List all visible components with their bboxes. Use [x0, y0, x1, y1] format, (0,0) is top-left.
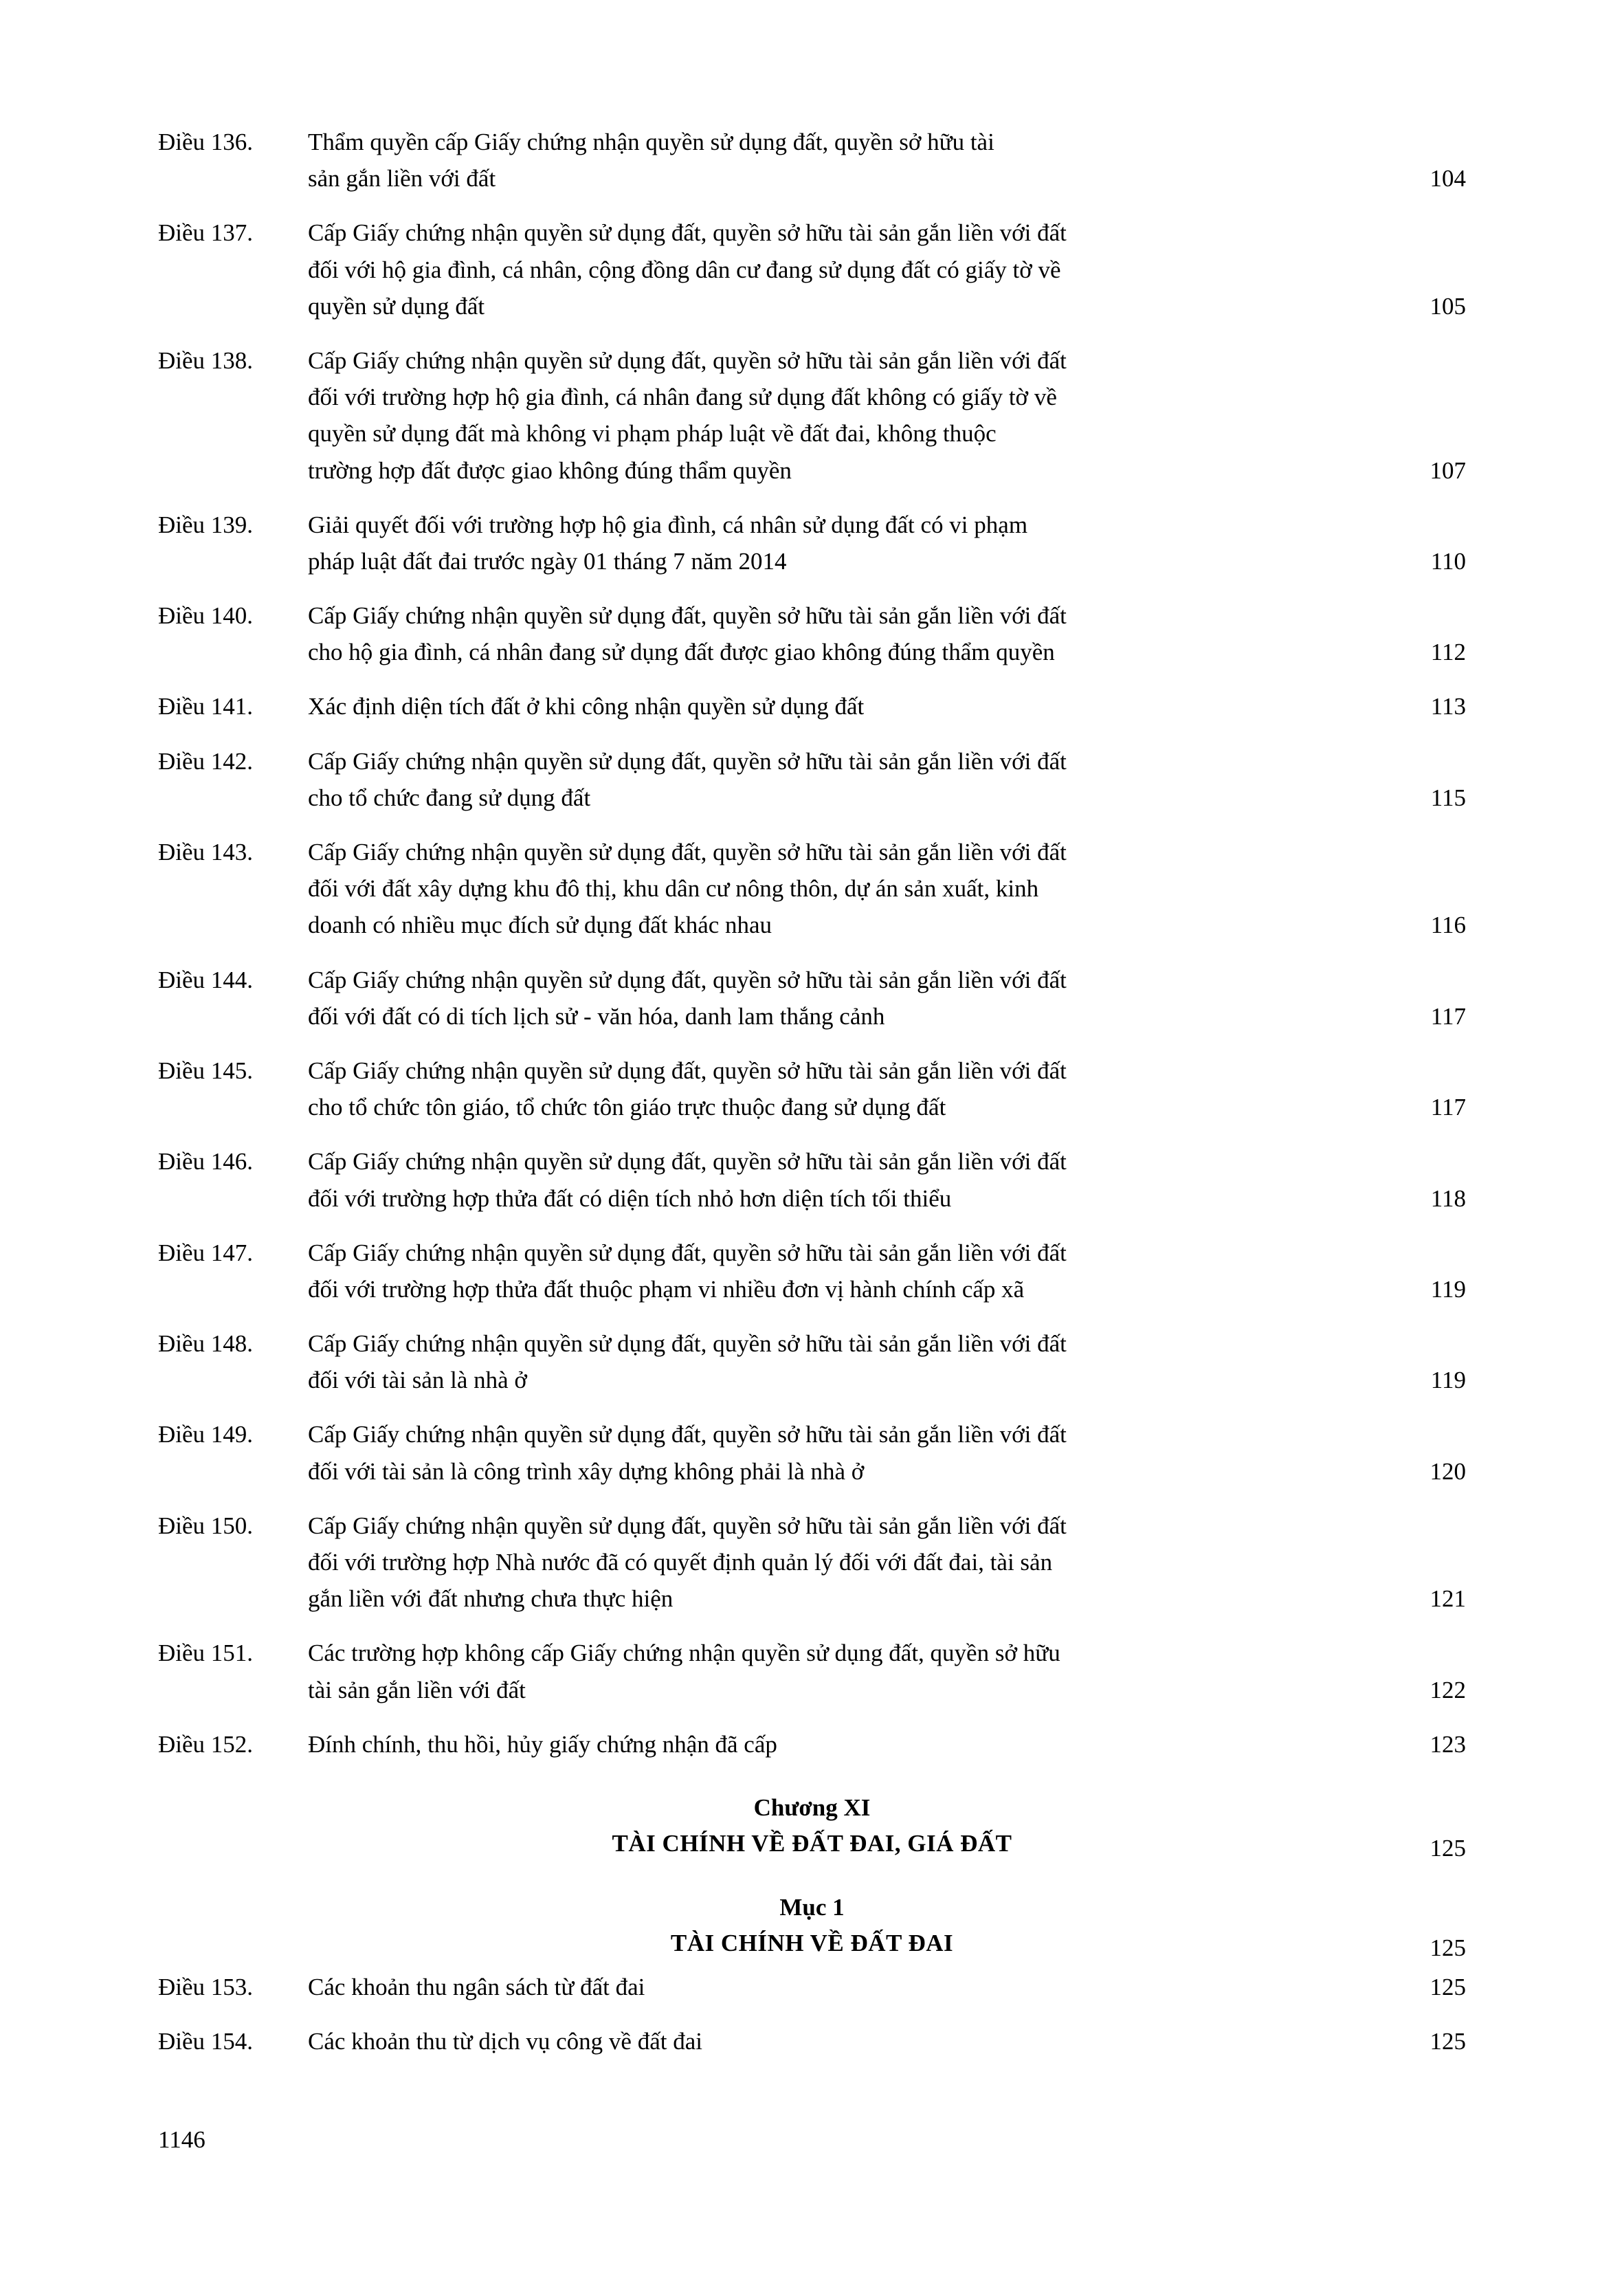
toc-entry-line: Cấp Giấy chứng nhận quyền sử dụng đất, quyền sở hữu tài sản gắn liền với đất [308, 1421, 1067, 1448]
toc-entry-line: Giải quyết đối với trường hợp hộ gia đình, cá nhân sử dụng đất có vi phạm [308, 511, 1028, 538]
toc-page-number: 105 [1430, 292, 1466, 320]
toc-entry-title [308, 1969, 1466, 2005]
toc-entry-line: cho hộ gia đình, cá nhân đang sử dụng đất được giao không đúng thẩm quyền [308, 639, 1055, 666]
toc-entry-label: Điều 149. [158, 1421, 254, 1448]
toc-entry-line: Xác định diện tích đất ở khi công nhận quyền sử dụng đất [308, 693, 865, 720]
toc-entry-title [308, 124, 1466, 197]
chapter-heading [158, 1790, 1466, 1862]
toc-entry-label: Điều 153. [158, 1973, 254, 2000]
toc-entry[interactable] [158, 1143, 1466, 1216]
toc-page-number: 104 [1430, 165, 1466, 192]
toc-page-number: 119 [1430, 1275, 1466, 1303]
toc-page-number: 125 [1430, 1934, 1466, 1961]
toc-entry-title [308, 597, 1466, 670]
toc-entry-line: đối với trường hợp Nhà nước đã có quyết định quản lý đối với đất đai, tài sản [308, 1549, 1053, 1576]
toc-page-number: 115 [1430, 784, 1466, 811]
toc-entry-title [308, 743, 1466, 816]
toc-page-number: 118 [1430, 1184, 1466, 1212]
toc-page-number: 125 [1430, 2028, 1466, 2055]
toc-entry-line: cho tổ chức tôn giáo, tổ chức tôn giáo trực thuộc đang sử dụng đất [308, 1094, 946, 1121]
toc-entry-line: Cấp Giấy chứng nhận quyền sử dụng đất, quyền sở hữu tài sản gắn liền với đất [308, 1148, 1067, 1175]
table-of-contents [158, 124, 1466, 2060]
chapter-title: TÀI CHÍNH VỀ ĐẤT ĐAI, GIÁ ĐẤT [612, 1830, 1012, 1857]
toc-entry-label: Điều 145. [158, 1057, 254, 1084]
toc-entry-line: sản gắn liền với đất [308, 165, 496, 192]
toc-entry[interactable] [158, 214, 1466, 324]
toc-entry-line: Các khoản thu từ dịch vụ công về đất đai [308, 2028, 702, 2055]
toc-entry-line: Cấp Giấy chứng nhận quyền sử dụng đất, quyền sở hữu tài sản gắn liền với đất [308, 747, 1067, 775]
toc-entry[interactable] [158, 342, 1466, 489]
toc-entry[interactable] [158, 597, 1466, 670]
toc-entry[interactable] [158, 1235, 1466, 1307]
toc-entry-label: Điều 147. [158, 1239, 254, 1266]
toc-entry-title [308, 1325, 1466, 1398]
toc-entry-line: Cấp Giấy chứng nhận quyền sử dụng đất, quyền sở hữu tài sản gắn liền với đất [308, 1512, 1067, 1539]
section-title: TÀI CHÍNH VỀ ĐẤT ĐAI [670, 1930, 954, 1957]
toc-entry[interactable] [158, 743, 1466, 816]
toc-page-number: 125 [1430, 1834, 1466, 1862]
toc-entry-line: Cấp Giấy chứng nhận quyền sử dụng đất, quyền sở hữu tài sản gắn liền với đất [308, 966, 1067, 993]
toc-entry-line: quyền sử dụng đất [308, 292, 485, 320]
toc-page-number: 117 [1430, 1002, 1466, 1030]
toc-entry-title [308, 962, 1466, 1035]
toc-entry[interactable] [158, 1508, 1466, 1618]
toc-page-number: 122 [1430, 1676, 1466, 1703]
toc-entry[interactable] [158, 688, 1466, 725]
toc-entry-title [308, 1635, 1466, 1708]
toc-entry-title [308, 342, 1466, 489]
toc-entry-title [308, 688, 1466, 725]
toc-entry-title [308, 1726, 1466, 1763]
toc-entry-label: Điều 151. [158, 1640, 254, 1667]
toc-entry-line: Thẩm quyền cấp Giấy chứng nhận quyền sử dụng đất, quyền sở hữu tài [308, 129, 994, 155]
toc-entry-title [308, 1235, 1466, 1307]
toc-entry-line: Cấp Giấy chứng nhận quyền sử dụng đất, quyền sở hữu tài sản gắn liền với đất [308, 1057, 1067, 1084]
toc-entry[interactable] [158, 507, 1466, 579]
toc-entry-label: Điều 152. [158, 1730, 254, 1758]
toc-entry-line: Cấp Giấy chứng nhận quyền sử dụng đất, quyền sở hữu tài sản gắn liền với đất [308, 602, 1067, 630]
toc-entry-line: Cấp Giấy chứng nhận quyền sử dụng đất, quyền sở hữu tài sản gắn liền với đất [308, 1330, 1067, 1358]
toc-entry[interactable] [158, 1726, 1466, 1763]
toc-entry-line: Cấp Giấy chứng nhận quyền sử dụng đất, quyền sở hữu tài sản gắn liền với đất [308, 1239, 1067, 1266]
toc-page-number: 112 [1430, 639, 1466, 666]
toc-page-number: 121 [1430, 1585, 1466, 1613]
toc-entry-label: Điều 140. [158, 602, 254, 630]
toc-entry-label: Điều 136. [158, 129, 254, 155]
toc-entry[interactable] [158, 1325, 1466, 1398]
toc-entry[interactable] [158, 1635, 1466, 1708]
toc-entry-title [308, 834, 1466, 944]
toc-entry-label: Điều 139. [158, 511, 254, 538]
toc-entry[interactable] [158, 124, 1466, 197]
toc-entry-label: Điều 144. [158, 966, 254, 993]
toc-entry-line: đối với trường hợp hộ gia đình, cá nhân đang sử dụng đất không có giấy tờ về [308, 384, 1057, 411]
toc-page-number: 110 [1430, 547, 1466, 575]
toc-entry-line: trường hợp đất được giao không đúng thẩm quyền [308, 456, 792, 484]
toc-entry[interactable] [158, 2023, 1466, 2060]
toc-entry-line: doanh có nhiều mục đích sử dụng đất khác nhau [308, 912, 772, 939]
toc-entry-line: đối với đất xây dựng khu đô thị, khu dân cư nông thôn, dự án sản xuất, kinh [308, 875, 1039, 903]
toc-entry-title [308, 2023, 1466, 2060]
section-heading [158, 1890, 1466, 1962]
toc-entry-line: đối với tài sản là công trình xây dựng không phải là nhà ở [308, 1457, 865, 1485]
toc-entry-line: tài sản gắn liền với đất [308, 1676, 526, 1703]
toc-entry-label: Điều 142. [158, 747, 254, 775]
toc-entry-line: Đính chính, thu hồi, hủy giấy chứng nhận đã cấp [308, 1730, 777, 1758]
toc-entry-line: cho tổ chức đang sử dụng đất [308, 784, 591, 811]
toc-page-number: 117 [1430, 1094, 1466, 1121]
page-folio: 1146 [158, 2126, 205, 2153]
toc-entry-line: Các trường hợp không cấp Giấy chứng nhận quyền sử dụng đất, quyền sở hữu [308, 1640, 1060, 1667]
toc-page-number: 125 [1430, 1973, 1466, 2000]
toc-entry-label: Điều 150. [158, 1512, 254, 1539]
toc-entry-label: Điều 146. [158, 1148, 254, 1175]
toc-entry-label: Điều 137. [158, 219, 254, 247]
toc-entry[interactable] [158, 962, 1466, 1035]
toc-entry[interactable] [158, 834, 1466, 944]
toc-entry-line: pháp luật đất đai trước ngày 01 tháng 7 năm 2014 [308, 547, 787, 575]
toc-page-number: 123 [1430, 1730, 1466, 1758]
toc-entry-label: Điều 141. [158, 693, 254, 720]
toc-entry-line: Các khoản thu ngân sách từ đất đai [308, 1973, 645, 2000]
toc-entry-line: đối với tài sản là nhà ở [308, 1367, 527, 1394]
toc-page-number: 120 [1430, 1457, 1466, 1485]
toc-entry-line: gắn liền với đất nhưng chưa thực hiện [308, 1585, 674, 1613]
toc-entry-title [308, 214, 1466, 324]
toc-entry-label: Điều 138. [158, 346, 254, 374]
toc-page-number: 116 [1430, 912, 1466, 939]
toc-page-number: 107 [1430, 456, 1466, 484]
toc-entry-line: đối với trường hợp thửa đất thuộc phạm vi nhiều đơn vị hành chính cấp xã [308, 1275, 1025, 1303]
toc-entry-title [308, 1416, 1466, 1489]
toc-entry-line: quyền sử dụng đất mà không vi phạm pháp luật về đất đai, không thuộc [308, 420, 997, 448]
toc-entry[interactable] [158, 1969, 1466, 2005]
toc-entry-line: Cấp Giấy chứng nhận quyền sử dụng đất, quyền sở hữu tài sản gắn liền với đất [308, 839, 1067, 865]
toc-entry-line: đối với hộ gia đình, cá nhân, cộng đồng dân cư đang sử dụng đất có giấy tờ về [308, 256, 1061, 283]
spacer [158, 1962, 1466, 1969]
toc-page-number: 113 [1430, 693, 1466, 720]
section-number: Mục 1 [779, 1893, 845, 1921]
toc-entry-line: đối với trường hợp thửa đất có diện tích nhỏ hơn diện tích tối thiểu [308, 1184, 952, 1212]
toc-entry-line: đối với đất có di tích lịch sử - văn hóa, danh lam thắng cảnh [308, 1002, 885, 1030]
toc-page-number: 119 [1430, 1367, 1466, 1394]
toc-entry-title [308, 1143, 1466, 1216]
toc-entry-title [308, 1508, 1466, 1618]
toc-entry-line: Cấp Giấy chứng nhận quyền sử dụng đất, quyền sở hữu tài sản gắn liền với đất [308, 346, 1067, 374]
chapter-number: Chương XI [753, 1793, 871, 1821]
toc-entry-label: Điều 143. [158, 839, 254, 865]
toc-entry-label: Điều 148. [158, 1330, 254, 1358]
toc-entry-label: Điều 154. [158, 2028, 254, 2055]
toc-entry[interactable] [158, 1052, 1466, 1125]
toc-entry[interactable] [158, 1416, 1466, 1489]
toc-entry-line: Cấp Giấy chứng nhận quyền sử dụng đất, quyền sở hữu tài sản gắn liền với đất [308, 219, 1067, 247]
toc-entry-title [308, 507, 1466, 579]
toc-entry-title [308, 1052, 1466, 1125]
